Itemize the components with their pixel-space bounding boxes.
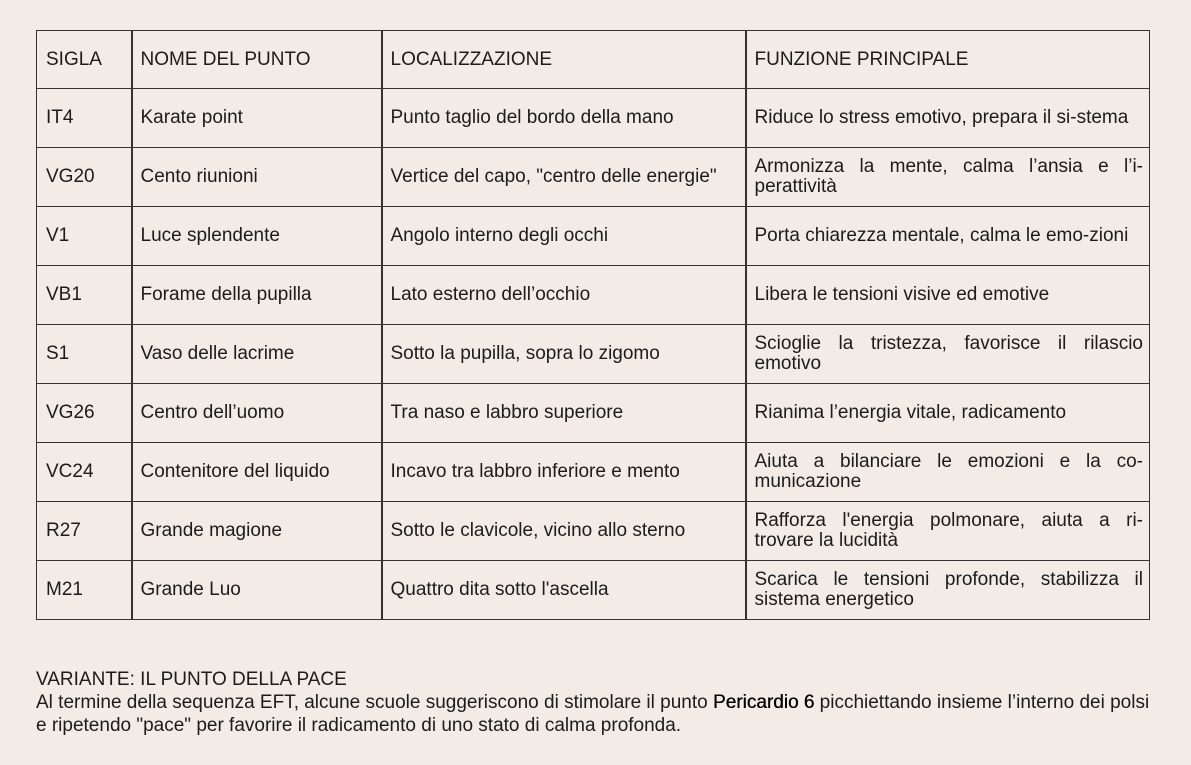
cell-sigla: VG26	[37, 384, 132, 443]
table-row	[37, 443, 1150, 502]
table-row	[37, 502, 1150, 561]
header-nome-del-punto: NOME DEL PUNTO	[132, 31, 382, 89]
cell-sigla: M21	[37, 561, 132, 620]
cell-localizzazione: Tra naso e labbro superiore	[382, 384, 746, 443]
cell-nome: Grande Luo	[132, 561, 382, 620]
variant-heading: VARIANTE: IL PUNTO DELLA PACE	[36, 669, 347, 690]
cell-funzione: Scarica le tensioni profonde, stabilizza il sistema energetico	[746, 561, 1150, 620]
cell-localizzazione: Punto taglio del bordo della mano	[382, 89, 746, 148]
table-row	[37, 89, 1150, 148]
cell-nome: Luce splendente	[132, 207, 382, 266]
table-row	[37, 148, 1150, 207]
cell-localizzazione: Quattro dita sotto l'ascella	[382, 561, 746, 620]
cell-nome: Forame della pupilla	[132, 266, 382, 325]
cell-sigla: IT4	[37, 89, 132, 148]
cell-sigla: R27	[37, 502, 132, 561]
table-row	[37, 266, 1150, 325]
cell-funzione: Scioglie la tristezza, favorisce il rilascio emotivo	[746, 325, 1150, 384]
header-funzione-principale: FUNZIONE PRINCIPALE	[746, 31, 1150, 89]
variant-body	[36, 691, 1156, 737]
cell-localizzazione: Sotto la pupilla, sopra lo zigomo	[382, 325, 746, 384]
cell-funzione: Rianima l’energia vitale, radicamento	[746, 384, 1150, 443]
table-header-row	[37, 31, 1150, 89]
table-header	[37, 31, 1150, 89]
cell-sigla: VC24	[37, 443, 132, 502]
cell-funzione: Aiuta a bilanciare le emozioni e la co-municazione	[746, 443, 1150, 502]
cell-nome: Vaso delle lacrime	[132, 325, 382, 384]
cell-funzione: Libera le tensioni visive ed emotive	[746, 266, 1150, 325]
cell-funzione: Rafforza l'energia polmonare, aiuta a ri-trovare la lucidità	[746, 502, 1150, 561]
variant-body-text-end: picchiettando insieme l’interno dei polsi e ripetendo "pace" per favorire il radicamento di uno stato di calma profonda.	[36, 692, 1150, 736]
cell-localizzazione: Angolo interno degli occhi	[382, 207, 746, 266]
cell-nome: Contenitore del liquido	[132, 443, 382, 502]
cell-localizzazione: Lato esterno dell’occhio	[382, 266, 746, 325]
table-row	[37, 207, 1150, 266]
table-body	[37, 89, 1150, 620]
cell-localizzazione: Incavo tra labbro inferiore e mento	[382, 443, 746, 502]
cell-funzione: Porta chiarezza mentale, calma le emo-zioni	[746, 207, 1150, 266]
cell-nome: Cento riunioni	[132, 148, 382, 207]
cell-nome: Centro dell’uomo	[132, 384, 382, 443]
variant-note	[36, 668, 1156, 737]
cell-nome: Karate point	[132, 89, 382, 148]
cell-sigla: VB1	[37, 266, 132, 325]
cell-sigla: V1	[37, 207, 132, 266]
table-row	[37, 325, 1150, 384]
variant-body-text: Al termine della sequenza EFT, alcune scuole suggeriscono di stimolare il punto	[36, 692, 713, 713]
cell-funzione: Armonizza la mente, calma l’ansia e l’i-perattività	[746, 148, 1150, 207]
header-sigla: SIGLA	[37, 31, 132, 89]
cell-nome: Grande magione	[132, 502, 382, 561]
table-row	[37, 561, 1150, 620]
acupoints-table	[36, 30, 1150, 620]
variant-body-highlight: Pericardio 6	[712, 692, 815, 713]
cell-sigla: S1	[37, 325, 132, 384]
header-localizzazione: LOCALIZZAZIONE	[382, 31, 746, 89]
cell-funzione: Riduce lo stress emotivo, prepara il si-stema	[746, 89, 1150, 148]
cell-sigla: VG20	[37, 148, 132, 207]
table-row	[37, 384, 1150, 443]
cell-localizzazione: Sotto le clavicole, vicino allo sterno	[382, 502, 746, 561]
cell-localizzazione: Vertice del capo, "centro delle energie"	[382, 148, 746, 207]
